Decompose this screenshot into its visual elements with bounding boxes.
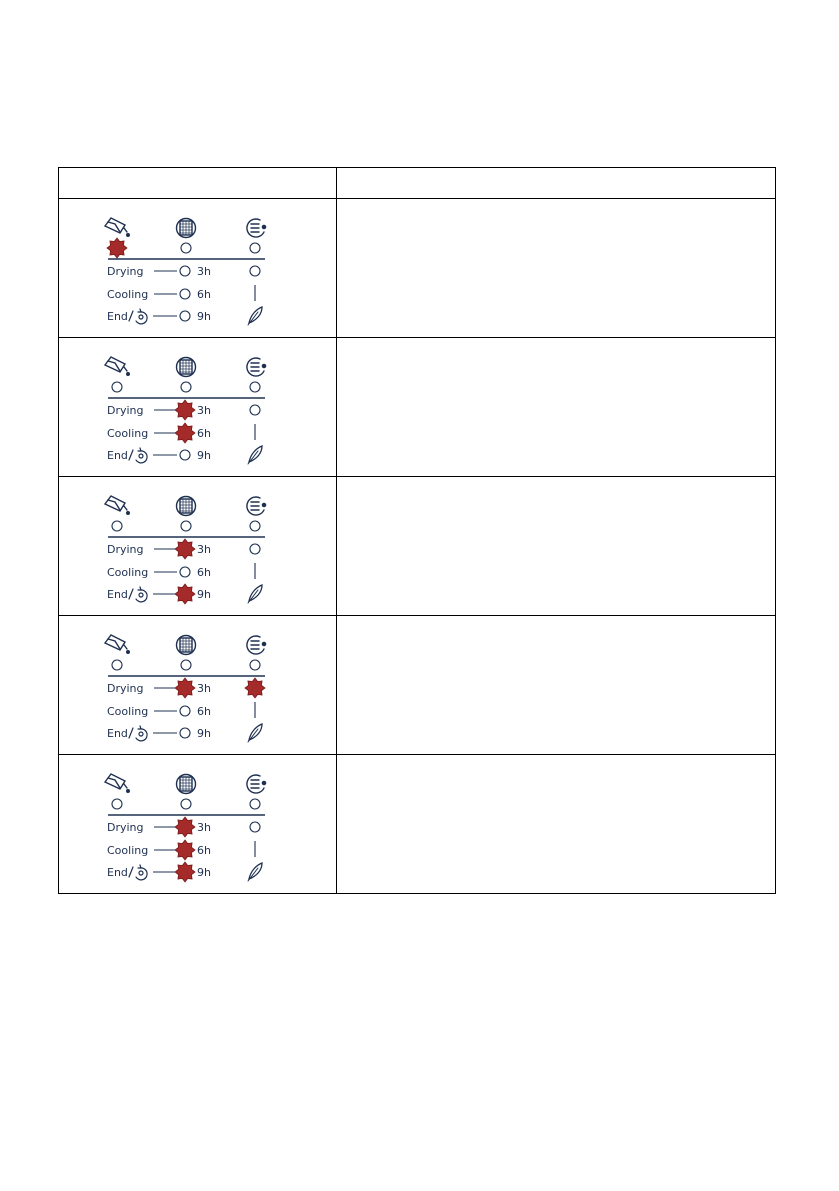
led-cooling-6h	[175, 840, 195, 860]
led-drying-3h	[180, 266, 190, 276]
led-cooling-6h	[180, 567, 190, 577]
led-right-drying	[250, 266, 260, 276]
description-cell	[337, 477, 776, 616]
label-cooling: Cooling	[107, 288, 149, 301]
label-drying: Drying	[107, 821, 144, 834]
control-panel-diagram	[59, 616, 337, 754]
label-end: End	[107, 310, 128, 323]
led-top-middle	[181, 382, 191, 392]
label-cooling: Cooling	[107, 427, 149, 440]
control-panel-diagram	[59, 477, 337, 615]
round-dish-icon	[247, 775, 266, 793]
led-cooling-6h	[180, 706, 190, 716]
label-3h: 3h	[197, 404, 211, 417]
label-drying: Drying	[107, 682, 144, 695]
led-top-right	[250, 799, 260, 809]
grid-plate-icon	[177, 497, 196, 516]
led-top-left	[112, 660, 122, 670]
label-6h: 6h	[197, 705, 211, 718]
slash-rotate-icon	[129, 587, 147, 602]
description-cell	[337, 755, 776, 894]
header-cell-description	[337, 168, 776, 199]
led-right-drying	[250, 405, 260, 415]
led-top-middle	[181, 660, 191, 670]
label-9h: 9h	[197, 449, 211, 462]
label-3h: 3h	[197, 821, 211, 834]
led-drying-3h	[175, 678, 195, 698]
led-top-right	[250, 660, 260, 670]
led-top-right	[250, 243, 260, 253]
label-6h: 6h	[197, 844, 211, 857]
control-panel-diagram	[59, 338, 337, 476]
led-top-left	[112, 799, 122, 809]
label-drying: Drying	[107, 404, 144, 417]
led-end-9h	[180, 311, 190, 321]
slash-rotate-icon	[129, 726, 147, 741]
dough-cup-icon	[105, 357, 129, 375]
table-row	[59, 616, 776, 755]
table-row	[59, 338, 776, 477]
dough-cup-icon	[105, 635, 129, 653]
panel-cell	[59, 755, 337, 894]
label-6h: 6h	[197, 288, 211, 301]
led-end-9h	[180, 728, 190, 738]
grid-plate-icon	[177, 219, 196, 238]
led-top-right	[250, 521, 260, 531]
description-cell	[337, 199, 776, 338]
grid-plate-icon	[177, 358, 196, 377]
led-end-9h	[175, 584, 195, 604]
led-drying-3h	[175, 400, 195, 420]
label-9h: 9h	[197, 866, 211, 879]
label-end: End	[107, 449, 128, 462]
description-cell	[337, 616, 776, 755]
description-cell	[337, 338, 776, 477]
led-top-left	[112, 382, 122, 392]
control-panel-diagram	[59, 199, 337, 337]
label-end: End	[107, 588, 128, 601]
label-cooling: Cooling	[107, 566, 149, 579]
dough-cup-icon	[105, 218, 129, 236]
label-9h: 9h	[197, 310, 211, 323]
label-cooling: Cooling	[107, 844, 149, 857]
led-end-9h	[180, 450, 190, 460]
grid-plate-icon	[177, 775, 196, 794]
label-3h: 3h	[197, 265, 211, 278]
led-end-9h	[175, 862, 195, 882]
label-3h: 3h	[197, 682, 211, 695]
header-cell-panel	[59, 168, 337, 199]
round-dish-icon	[247, 497, 266, 515]
led-top-right	[250, 382, 260, 392]
led-cooling-6h	[175, 423, 195, 443]
panel-cell	[59, 338, 337, 477]
led-drying-3h	[175, 817, 195, 837]
grid-plate-icon	[177, 636, 196, 655]
led-cooling-6h	[180, 289, 190, 299]
label-6h: 6h	[197, 566, 211, 579]
feather-icon	[248, 585, 262, 603]
feather-icon	[248, 863, 262, 881]
led-right-drying	[250, 544, 260, 554]
feather-icon	[248, 307, 262, 325]
led-top-left	[107, 238, 127, 258]
label-9h: 9h	[197, 727, 211, 740]
round-dish-icon	[247, 219, 266, 237]
led-right-drying	[245, 678, 265, 698]
control-panel-diagram	[59, 755, 337, 893]
led-top-middle	[181, 521, 191, 531]
label-cooling: Cooling	[107, 705, 149, 718]
label-6h: 6h	[197, 427, 211, 440]
feather-icon	[248, 724, 262, 742]
round-dish-icon	[247, 636, 266, 654]
led-top-middle	[181, 799, 191, 809]
indicator-table	[58, 167, 775, 894]
led-drying-3h	[175, 539, 195, 559]
led-top-left	[112, 521, 122, 531]
led-top-middle	[181, 243, 191, 253]
table-row	[59, 199, 776, 338]
label-3h: 3h	[197, 543, 211, 556]
table-row	[59, 477, 776, 616]
dough-cup-icon	[105, 774, 129, 792]
label-drying: Drying	[107, 265, 144, 278]
feather-icon	[248, 446, 262, 464]
panel-cell	[59, 477, 337, 616]
panel-cell	[59, 616, 337, 755]
label-end: End	[107, 866, 128, 879]
label-drying: Drying	[107, 543, 144, 556]
dough-cup-icon	[105, 496, 129, 514]
panel-cell	[59, 199, 337, 338]
label-end: End	[107, 727, 128, 740]
table-header-row	[59, 168, 776, 199]
slash-rotate-icon	[129, 309, 147, 324]
slash-rotate-icon	[129, 448, 147, 463]
label-9h: 9h	[197, 588, 211, 601]
led-right-drying	[250, 822, 260, 832]
slash-rotate-icon	[129, 865, 147, 880]
table-row	[59, 755, 776, 894]
round-dish-icon	[247, 358, 266, 376]
